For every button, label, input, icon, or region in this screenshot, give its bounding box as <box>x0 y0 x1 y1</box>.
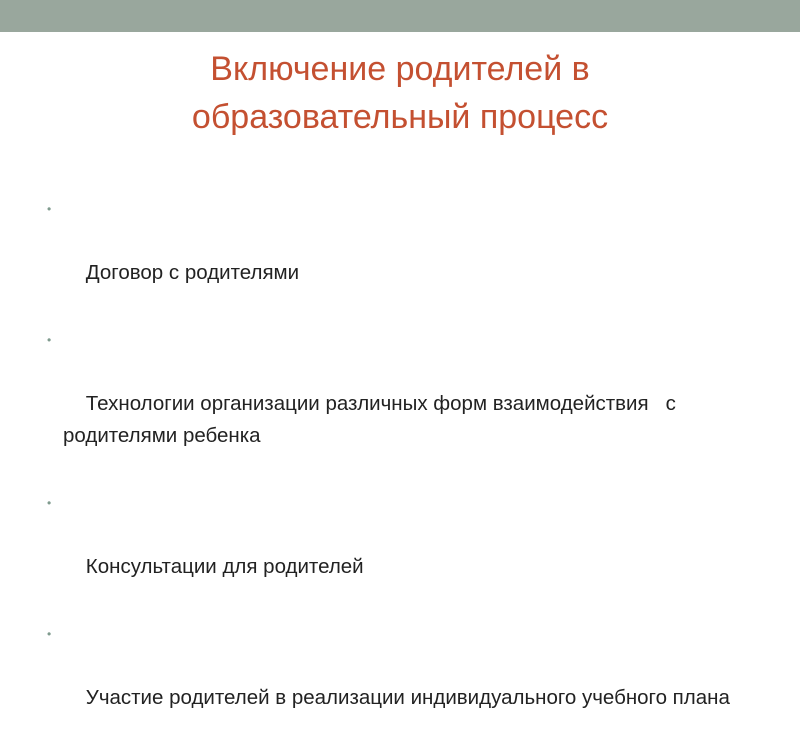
bullet-dot-icon: • <box>47 202 52 216</box>
bullet-item-contract <box>44 193 764 321</box>
bullet-text: Участие родителей в реализации индивидуального учебного плана <box>85 686 730 709</box>
bullet-dot-icon: • <box>47 333 52 347</box>
slide-title-line-2: образовательный процесс <box>191 98 609 136</box>
bullet-dot-icon: • <box>47 627 52 641</box>
bullet-text: Договор с родителями <box>85 261 300 284</box>
bullet-text: Консультации для родителей <box>85 555 364 578</box>
slide-title <box>0 45 800 141</box>
bullet-item-interaction-technologies <box>44 324 764 484</box>
bullet-item-individual-plan <box>44 618 764 746</box>
bullet-item-consultations <box>44 487 764 615</box>
slide-title-line-1: Включение родителей в <box>210 50 590 88</box>
bullet-dot-icon: • <box>47 496 52 510</box>
bullet-list <box>44 193 764 749</box>
top-accent-bar <box>0 0 800 32</box>
bullet-text: Технологии организации различных форм взаимодействия с родителями ребенка <box>63 392 682 447</box>
